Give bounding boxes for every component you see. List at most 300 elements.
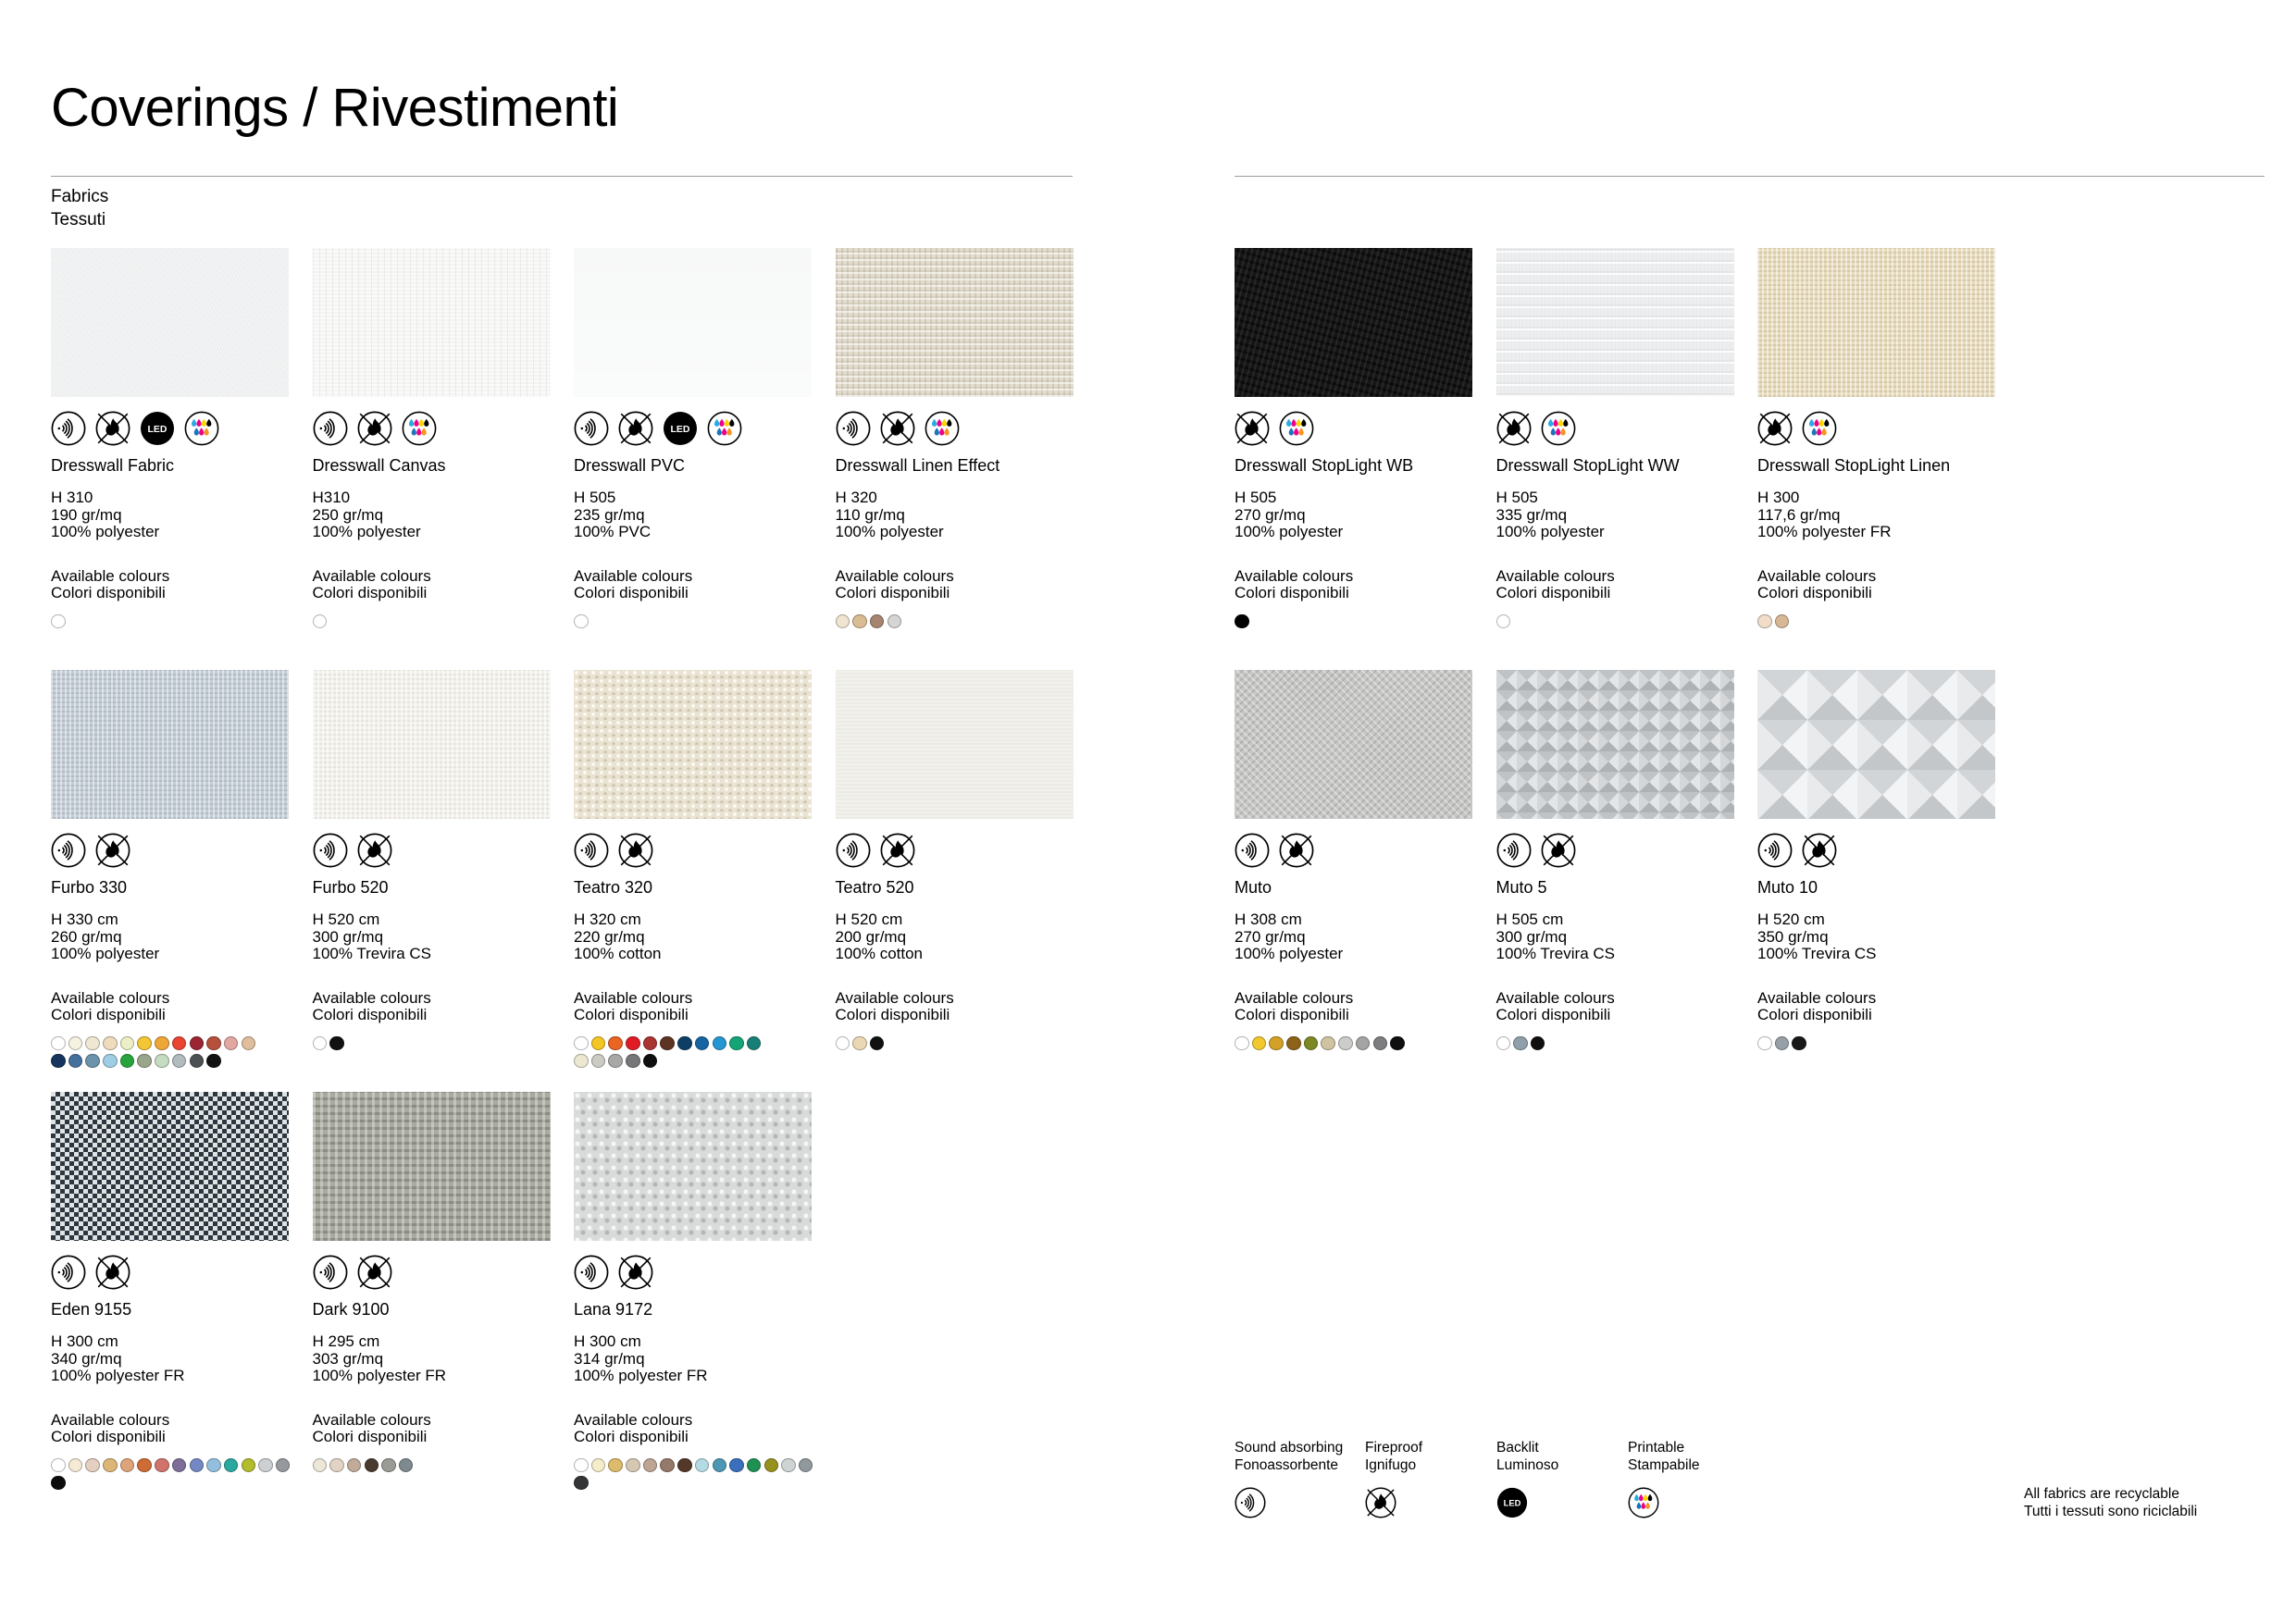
colour-dot [206, 1458, 221, 1473]
colour-dot [1496, 1036, 1511, 1051]
colour-dot [1775, 1036, 1790, 1051]
colour-dot [313, 614, 328, 629]
colour-dot [591, 1054, 606, 1069]
colour-dot [677, 1036, 692, 1051]
fabric-spec-line: 100% cotton [574, 945, 662, 962]
colour-dot [747, 1036, 762, 1051]
fabric-swatch-image [836, 248, 1074, 397]
colour-dot [1775, 614, 1790, 629]
fabric-name: Dresswall StopLight WB [1235, 456, 1414, 475]
colour-dot-row [574, 1476, 812, 1491]
colour-dots [51, 1458, 289, 1491]
available-colours-en: Available colours [1235, 988, 1354, 1007]
colour-dot [643, 1054, 658, 1069]
fabric-swatch-image [1757, 670, 1995, 819]
fabric-spec-line: 100% polyester FR [1757, 523, 1892, 540]
colour-dot [103, 1036, 118, 1051]
feature-icons [51, 411, 289, 446]
colour-dot-row [836, 1036, 1074, 1051]
fabrics-section-right [1235, 176, 2265, 1092]
feature-icons [1235, 833, 1472, 868]
colour-dot [206, 1036, 221, 1051]
available-colours-it: Colori disponibili [1235, 584, 1349, 601]
fabric-grid-left [51, 248, 1073, 1514]
colour-dot [1269, 1036, 1284, 1051]
feature-icons [51, 1255, 289, 1290]
fabric-specs [51, 911, 289, 963]
section-label-it: Tessuti [51, 210, 106, 229]
colour-dot [1235, 1036, 1249, 1051]
fireproof-icon [1365, 1487, 1422, 1518]
available-colours-label [1757, 990, 1995, 1024]
fabric-spec-line: 100% polyester [312, 523, 421, 540]
colour-dot [677, 1458, 692, 1473]
available-colours-it: Colori disponibili [835, 584, 950, 601]
colour-dot [137, 1036, 152, 1051]
colour-dot [381, 1458, 396, 1473]
colour-dot [155, 1054, 169, 1069]
fabric-name: Teatro 320 [574, 878, 653, 897]
fabric-spec-line: 300 gr/mq [1496, 927, 1568, 946]
colour-dot [242, 1036, 256, 1051]
colour-dot [172, 1054, 187, 1069]
colour-dot [695, 1036, 710, 1051]
colour-dot [1531, 1036, 1545, 1051]
colour-dot-row [1496, 614, 1734, 629]
sound-absorbing-icon [1757, 833, 1793, 868]
fabric-spec-line: 100% polyester [51, 945, 160, 962]
fabric-spec-line: 270 gr/mq [1235, 927, 1306, 946]
fabric-spec-line: 100% PVC [574, 523, 652, 540]
available-colours-en: Available colours [51, 988, 170, 1007]
icon-legend [1235, 1440, 1938, 1560]
printable-icon [1279, 411, 1314, 446]
colour-dot [713, 1036, 727, 1051]
printable-icon [1628, 1487, 1700, 1518]
section-label [51, 185, 108, 231]
fabric-spec-line: 100% polyester [835, 523, 944, 540]
colour-dot [1356, 1036, 1371, 1051]
fabrics-section-left [51, 176, 1073, 1514]
fireproof-icon [880, 411, 915, 446]
fabric-name: Dresswall Canvas [312, 456, 446, 475]
feature-icons [574, 411, 812, 446]
colour-dot [764, 1458, 779, 1473]
colour-dot [729, 1458, 744, 1473]
available-colours-en: Available colours [835, 988, 954, 1007]
sound-absorbing-icon [313, 833, 348, 868]
fabric-card [313, 248, 551, 670]
colour-dot-row [51, 1458, 289, 1473]
available-colours-it: Colori disponibili [574, 1006, 689, 1023]
colour-dots [313, 1036, 551, 1051]
available-colours-label [574, 990, 812, 1024]
available-colours-en: Available colours [51, 566, 170, 585]
fabric-spec-line: H 320 [835, 489, 877, 506]
fabric-card [1496, 248, 1734, 670]
available-colours-en: Available colours [312, 566, 431, 585]
colour-dot [1235, 614, 1249, 629]
sound-absorbing-icon [1235, 833, 1270, 868]
colour-dot [1286, 1036, 1301, 1051]
available-colours-en: Available colours [835, 566, 954, 585]
fabric-spec-line: 100% polyester [51, 523, 160, 540]
feature-icons [1496, 833, 1734, 868]
colour-dot [591, 1458, 606, 1473]
colour-dot [68, 1054, 83, 1069]
fireproof-icon [1541, 833, 1576, 868]
fabric-spec-line: 340 gr/mq [51, 1349, 122, 1368]
fireproof-icon [1496, 411, 1532, 446]
colour-dot [172, 1036, 187, 1051]
fabric-name: Dresswall PVC [574, 456, 686, 475]
fabric-card [836, 670, 1074, 1092]
colour-dot [1757, 1036, 1772, 1051]
fabric-spec-line: H 300 cm [51, 1332, 118, 1350]
fireproof-icon [618, 833, 653, 868]
colour-dot [68, 1458, 83, 1473]
available-colours-en: Available colours [1496, 566, 1615, 585]
available-colours-en: Available colours [574, 1410, 693, 1429]
colour-dot [120, 1458, 135, 1473]
fabric-name: Teatro 520 [835, 878, 914, 897]
colour-dot [190, 1054, 205, 1069]
colour-dots [1235, 1036, 1472, 1051]
colour-dot [85, 1036, 100, 1051]
colour-dot [870, 1036, 885, 1051]
available-colours-label [313, 568, 551, 602]
fabric-card [1235, 670, 1472, 1092]
fabric-name: Dark 9100 [312, 1300, 390, 1319]
colour-dot-row [1235, 614, 1472, 629]
available-colours-en: Available colours [1235, 566, 1354, 585]
available-colours-en: Available colours [574, 988, 693, 1007]
colour-dot [258, 1458, 273, 1473]
fabric-specs [313, 489, 551, 541]
colour-dot [1373, 1036, 1388, 1051]
fabric-spec-line: 100% polyester FR [574, 1367, 708, 1384]
available-colours-it: Colori disponibili [1757, 584, 1872, 601]
svg-text:LED: LED [147, 423, 168, 435]
colour-dot [51, 1036, 66, 1051]
legend-label [1628, 1440, 1700, 1474]
colour-dot [313, 1036, 328, 1051]
legend-label [1365, 1440, 1422, 1474]
colour-dot [887, 614, 902, 629]
colour-dot [626, 1036, 640, 1051]
colour-dot [276, 1458, 291, 1473]
fabric-spec-line: 100% cotton [835, 945, 924, 962]
backlit-icon [663, 411, 698, 446]
available-colours-en: Available colours [1496, 988, 1615, 1007]
backlit-icon [1496, 1487, 1558, 1518]
section-divider-left [51, 176, 1073, 177]
fabric-spec-line: 100% polyester [1235, 945, 1344, 962]
colour-dot-row [1757, 614, 1995, 629]
available-colours-label [574, 1412, 812, 1446]
available-colours-it: Colori disponibili [51, 1006, 166, 1023]
fireproof-icon [357, 1255, 392, 1290]
fabric-spec-line: 220 gr/mq [574, 927, 645, 946]
available-colours-en: Available colours [51, 1410, 170, 1429]
colour-dot [781, 1458, 796, 1473]
available-colours-it: Colori disponibili [574, 1428, 689, 1445]
fabric-spec-line: 100% polyester [1235, 523, 1344, 540]
legend-label-en: Sound absorbing [1235, 1440, 1344, 1456]
colour-dot-row [51, 614, 289, 629]
printable-icon [1802, 411, 1837, 446]
colour-dot [1757, 614, 1772, 629]
recyclable-footnote-it: Tutti i tessuti sono riciclabili [2024, 1503, 2198, 1519]
fireproof-icon [880, 833, 915, 868]
available-colours-it: Colori disponibili [312, 584, 428, 601]
available-colours-it: Colori disponibili [312, 1006, 428, 1023]
available-colours-en: Available colours [312, 1410, 431, 1429]
colour-dots [574, 1036, 812, 1069]
colour-dot [695, 1458, 710, 1473]
colour-dot [608, 1054, 623, 1069]
colour-dot-row [574, 1458, 812, 1473]
colour-dot [224, 1036, 239, 1051]
fabric-spec-line: 350 gr/mq [1757, 927, 1829, 946]
fabric-specs [51, 1333, 289, 1385]
fabric-swatch-image [574, 1092, 812, 1241]
fabric-swatch-image [1235, 670, 1472, 819]
colour-dot [608, 1458, 623, 1473]
colour-dot-row [313, 614, 551, 629]
colour-dots [836, 1036, 1074, 1051]
colour-dots [313, 1458, 551, 1473]
fabric-specs [836, 489, 1074, 541]
fabric-spec-line: H 320 cm [574, 911, 641, 928]
fabric-swatch-image [836, 670, 1074, 819]
colour-dot [120, 1054, 135, 1069]
available-colours-it: Colori disponibili [312, 1428, 428, 1445]
fabric-spec-line: 100% polyester FR [51, 1367, 185, 1384]
fabric-specs [1496, 911, 1734, 963]
legend-label-it: Luminoso [1496, 1456, 1559, 1473]
available-colours-label [836, 990, 1074, 1024]
colour-dot-row [51, 1054, 289, 1069]
fireproof-icon [1802, 833, 1837, 868]
colour-dot [626, 1054, 640, 1069]
fabric-card [1757, 248, 1995, 670]
colour-dot [870, 614, 885, 629]
colour-dots [836, 614, 1074, 629]
colour-dots [51, 614, 289, 629]
sound-absorbing-icon [1496, 833, 1532, 868]
fabric-name: Eden 9155 [51, 1300, 132, 1319]
available-colours-it: Colori disponibili [574, 584, 689, 601]
legend-label-en: Fireproof [1365, 1440, 1423, 1456]
fireproof-icon [618, 1255, 653, 1290]
colour-dot [836, 1036, 850, 1051]
fabric-spec-line: 235 gr/mq [574, 505, 645, 524]
fabric-spec-line: 117,6 gr/mq [1757, 505, 1841, 524]
colour-dot [137, 1458, 152, 1473]
available-colours-label [313, 990, 551, 1024]
fabric-spec-line: 314 gr/mq [574, 1349, 645, 1368]
colour-dot [329, 1458, 344, 1473]
svg-text:LED: LED [1503, 1497, 1521, 1508]
feature-icons [836, 411, 1074, 446]
sound-absorbing-icon [574, 1255, 609, 1290]
fabric-spec-line: H 520 cm [1757, 911, 1825, 928]
colour-dots [1496, 1036, 1734, 1051]
colour-dot [574, 614, 589, 629]
colour-dot [747, 1458, 762, 1473]
fabric-card [51, 670, 289, 1092]
fabric-card [574, 248, 812, 670]
available-colours-it: Colori disponibili [1757, 1006, 1872, 1023]
fabric-swatch-image [51, 1092, 289, 1241]
feature-icons [313, 833, 551, 868]
fabric-spec-line: 110 gr/mq [835, 505, 905, 524]
colour-dot [190, 1036, 205, 1051]
colour-dot [574, 1458, 589, 1473]
colour-dot-row [1757, 1036, 1995, 1051]
fabric-spec-line: H 308 cm [1235, 911, 1302, 928]
fabric-spec-line: H 505 [1496, 489, 1538, 506]
available-colours-en: Available colours [574, 566, 693, 585]
available-colours-it: Colori disponibili [835, 1006, 950, 1023]
page-title: Coverings / Rivestimenti [51, 77, 619, 138]
fabric-specs [1235, 489, 1472, 541]
fireproof-icon [95, 833, 130, 868]
colour-dot [608, 1036, 623, 1051]
feature-icons [836, 833, 1074, 868]
available-colours-label [1235, 568, 1472, 602]
colour-dot [137, 1054, 152, 1069]
fabric-spec-line: H 505 [574, 489, 616, 506]
fabric-swatch-image [313, 670, 551, 819]
colour-dots [1235, 614, 1472, 629]
sound-absorbing-icon [313, 1255, 348, 1290]
legend-item-backlit [1496, 1440, 1558, 1518]
colour-dot [172, 1458, 187, 1473]
colour-dot-row [836, 614, 1074, 629]
fabric-swatch-image [1235, 248, 1472, 397]
available-colours-label [1496, 568, 1734, 602]
fabric-spec-line: 100% Trevira CS [312, 945, 431, 962]
fabric-specs [1496, 489, 1734, 541]
colour-dot [68, 1036, 83, 1051]
fabric-name: Muto 10 [1757, 878, 1818, 897]
fabric-card [1757, 670, 1995, 1092]
fabric-spec-line: H 300 [1757, 489, 1800, 506]
feature-icons [1496, 411, 1734, 446]
fabric-spec-line: 260 gr/mq [51, 927, 122, 946]
fabric-specs [313, 911, 551, 963]
fabric-specs [836, 911, 1074, 963]
backlit-icon [140, 411, 175, 446]
colour-dot [85, 1458, 100, 1473]
fabric-spec-line: H 295 cm [312, 1332, 380, 1350]
available-colours-it: Colori disponibili [1496, 584, 1611, 601]
legend-label-it: Fonoassorbente [1235, 1456, 1339, 1473]
fabric-specs [313, 1333, 551, 1385]
colour-dots [1757, 1036, 1995, 1051]
available-colours-it: Colori disponibili [51, 584, 166, 601]
feature-icons [313, 1255, 551, 1290]
colour-dot-row [574, 1036, 812, 1051]
sound-absorbing-icon [836, 833, 871, 868]
colour-dot [626, 1458, 640, 1473]
available-colours-it: Colori disponibili [1496, 1006, 1611, 1023]
fabric-swatch-image [51, 248, 289, 397]
fabric-spec-line: 303 gr/mq [312, 1349, 384, 1368]
colour-dot [51, 1476, 66, 1491]
colour-dot [347, 1458, 362, 1473]
svg-text:LED: LED [670, 423, 690, 435]
printable-icon [925, 411, 960, 446]
fabric-spec-line: 100% polyester FR [312, 1367, 447, 1384]
legend-item-fireproof [1365, 1440, 1422, 1518]
fabric-name: Dresswall Linen Effect [835, 456, 1000, 475]
legend-label-it: Stampabile [1628, 1456, 1700, 1473]
colour-dot [190, 1458, 205, 1473]
sound-absorbing-icon [51, 1255, 86, 1290]
fabric-spec-line: 335 gr/mq [1496, 505, 1568, 524]
fabric-spec-line: 100% Trevira CS [1757, 945, 1877, 962]
sound-absorbing-icon [51, 833, 86, 868]
fireproof-icon [357, 833, 392, 868]
legend-label-it: Ignifugo [1365, 1456, 1417, 1473]
fabric-spec-line: H 520 cm [835, 911, 903, 928]
fabric-spec-line: H 520 cm [312, 911, 380, 928]
colour-dot [660, 1036, 675, 1051]
sound-absorbing-icon [574, 411, 609, 446]
feature-icons [313, 411, 551, 446]
fabric-specs [1757, 489, 1995, 541]
fabric-spec-line: 250 gr/mq [312, 505, 384, 524]
colour-dot [1496, 614, 1511, 629]
fabric-name: Furbo 520 [312, 878, 389, 897]
printable-icon [707, 411, 742, 446]
fabric-specs [1757, 911, 1995, 963]
printable-icon [184, 411, 219, 446]
fabric-spec-line: 200 gr/mq [835, 927, 907, 946]
available-colours-label [1496, 990, 1734, 1024]
sound-absorbing-icon [1235, 1487, 1343, 1518]
colour-dot [51, 1054, 66, 1069]
fabric-swatch-image [1496, 670, 1734, 819]
fabric-swatch-image [51, 670, 289, 819]
feature-icons [51, 833, 289, 868]
fabric-card [1496, 670, 1734, 1092]
colour-dot [155, 1458, 169, 1473]
fabric-swatch-image [574, 670, 812, 819]
colour-dot [365, 1458, 379, 1473]
feature-icons [574, 1255, 812, 1290]
fabric-name: Dresswall Fabric [51, 456, 175, 475]
colour-dots [1757, 614, 1995, 629]
fabric-name: Lana 9172 [574, 1300, 653, 1319]
colour-dot [51, 614, 66, 629]
fabric-card [1235, 248, 1472, 670]
fireproof-icon [1757, 411, 1793, 446]
colour-dot [85, 1054, 100, 1069]
colour-dot [574, 1054, 589, 1069]
colour-dot-row [1496, 1036, 1734, 1051]
colour-dot [120, 1036, 135, 1051]
fireproof-icon [1279, 833, 1314, 868]
colour-dot [799, 1458, 813, 1473]
sound-absorbing-icon [836, 411, 871, 446]
colour-dots [313, 614, 551, 629]
colour-dot-row [1235, 1036, 1472, 1051]
colour-dot-row [51, 1476, 289, 1491]
